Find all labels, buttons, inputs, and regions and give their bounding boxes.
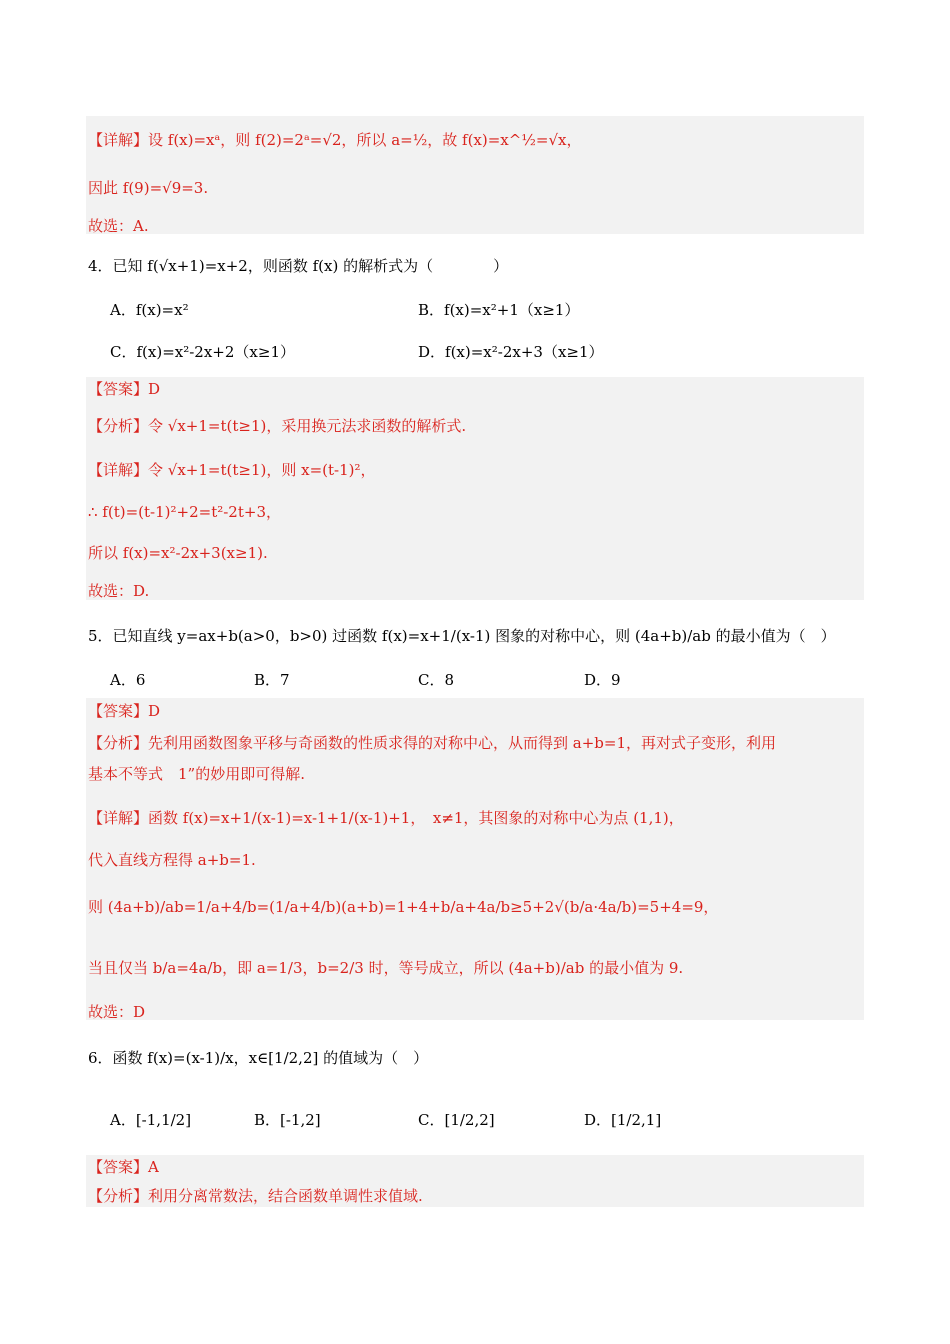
detail-line: 【详解】设 f(x)=xᵃ，则 f(2)=2ᵃ=√2，所以 a=½，故 f(x)=x^½=√x， bbox=[88, 131, 582, 149]
option-d: D．9 bbox=[584, 671, 621, 689]
detail-line: 代入直线方程得 a+b=1. bbox=[88, 851, 256, 869]
choice-line: 故选：D. bbox=[88, 582, 150, 600]
detail-line: 【详解】函数 f(x)=x+1/(x-1)=x-1+1/(x-1)+1， x≠1，其图象的对称中心为点 (1,1)， bbox=[88, 809, 684, 827]
detail-line: 【详解】令 √x+1=t(t≥1)，则 x=(t-1)²， bbox=[88, 461, 376, 479]
question-4: 4．已知 f(√x+1)=x+2，则函数 f(x) 的解析式为（ ） bbox=[88, 257, 509, 275]
question-5: 5．已知直线 y=ax+b(a>0，b>0) 过函数 f(x)=x+1/(x-1) 图象的对称中心，则 (4a+b)/ab 的最小值为（ ） bbox=[88, 627, 836, 645]
detail-line: 则 (4a+b)/ab=1/a+4/b=(1/a+4/b)(a+b)=1+4+b/a+4a/b≥5+2√(b/a·4a/b)=5+4=9， bbox=[88, 898, 719, 916]
option-d: D．f(x)=x²-2x+3（x≥1） bbox=[418, 343, 604, 361]
detail-line: 所以 f(x)=x²-2x+3(x≥1). bbox=[88, 544, 268, 562]
option-a: A．f(x)=x² bbox=[110, 301, 189, 319]
analysis-line: 【分析】先利用函数图象平移与奇函数的性质求得的对称中心，从而得到 a+b=1，再对式子变形，利用 bbox=[88, 734, 776, 752]
option-b: B．7 bbox=[254, 671, 290, 689]
question-6: 6．函数 f(x)=(x-1)/x，x∈[1/2,2] 的值域为（ ） bbox=[88, 1049, 429, 1067]
detail-line: 因此 f(9)=√9=3. bbox=[88, 179, 209, 197]
answer-line: 【答案】D bbox=[88, 380, 161, 398]
choice-line: 故选：D bbox=[88, 1003, 146, 1021]
option-a: A．6 bbox=[110, 671, 146, 689]
option-c: C．[1/2,2] bbox=[418, 1111, 495, 1129]
analysis-line: 【分析】利用分离常数法，结合函数单调性求值域. bbox=[88, 1187, 423, 1205]
option-d: D．[1/2,1] bbox=[584, 1111, 662, 1129]
option-c: C．f(x)=x²-2x+2（x≥1） bbox=[110, 343, 295, 361]
option-c: C．8 bbox=[418, 671, 455, 689]
option-a: A．[-1,1/2] bbox=[110, 1111, 192, 1129]
option-b: B．[-1,2] bbox=[254, 1111, 321, 1129]
analysis-line: 【分析】令 √x+1=t(t≥1)，采用换元法求函数的解析式. bbox=[88, 417, 467, 435]
detail-line: ∴ f(t)=(t-1)²+2=t²-2t+3， bbox=[88, 503, 281, 521]
solution-block-4 bbox=[86, 377, 864, 600]
detail-line: 当且仅当 b/a=4a/b，即 a=1/3，b=2/3 时，等号成立，所以 (4a+b)/ab 的最小值为 9. bbox=[88, 959, 684, 977]
answer-line: 【答案】A bbox=[88, 1158, 159, 1176]
option-b: B．f(x)=x²+1（x≥1） bbox=[418, 301, 580, 319]
analysis-line: 基本不等式 1”的妙用即可得解. bbox=[88, 765, 305, 783]
choice-line: 故选：A. bbox=[88, 217, 149, 235]
answer-line: 【答案】D bbox=[88, 702, 161, 720]
